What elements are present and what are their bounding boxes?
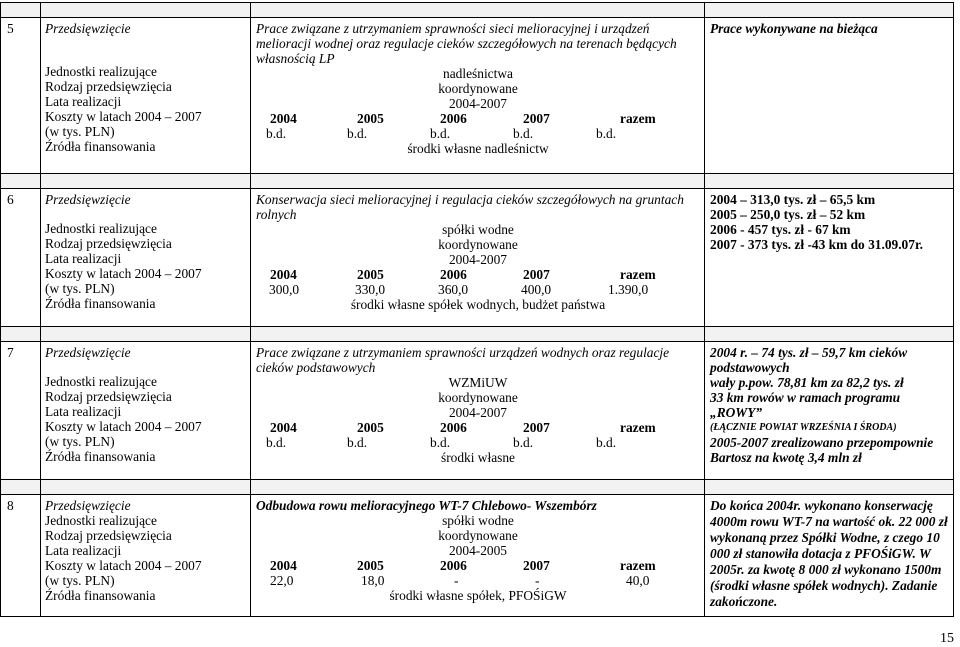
cost-values: b.d. b.d. b.d. b.d. b.d. [266,435,617,450]
project-lata: 2004-2005 [448,543,508,558]
label-rodzaj: Rodzaj przedsięwzięcia [45,389,172,404]
project-number: 5 [1,18,41,174]
separator-row [1,480,954,495]
label-przedsiewziecie: Przedsięwzięcie [45,345,131,360]
details-cell [251,495,705,617]
details-cell [251,189,705,327]
label-przedsiewziecie: Przedsięwzięcie [45,192,131,207]
label-lata: Lata realizacji [45,543,122,558]
project-number: 6 [1,189,41,327]
label-zrodla: Źródła finansowania [45,449,156,464]
project-rodzaj: koordynowane [438,81,518,96]
project-zrodla: środki własne spółek, PFOŚiGW [389,588,567,603]
projects-table [0,2,954,617]
project-title: Konserwacja sieci melioracyjnej i regulacja cieków szczegółowych na gruntach rolnych [256,192,684,222]
details-cell [251,18,705,174]
project-title: Prace związane z utrzymaniem sprawności urządzeń wodnych oraz regulacje cieków podstawowych [256,345,670,375]
label-tys: (w tys. PLN) [45,434,115,449]
project-jednostki: spółki wodne [442,222,514,237]
label-jednostki: Jednostki realizujące [45,221,157,236]
cost-values: 22,0 18,0 - - 40,0 [270,573,650,588]
project-title: Prace związane z utrzymaniem sprawności sieci melioracyjnej i urządzeń melioracji wodnej oraz regulacje cieków szczegółowych na terenach będących własnością LP [256,21,677,66]
label-koszty: Koszty w latach 2004 – 2007 [45,558,202,573]
cost-years: 2004 2005 2006 2007 razem [270,267,656,282]
page-number: 15 [940,631,954,646]
cost-values: b.d. b.d. b.d. b.d. b.d. [266,126,617,141]
project-zrodla: środki własne [440,450,515,465]
project-number: 7 [1,342,41,480]
labels-cell [41,18,251,174]
labels-cell [41,342,251,480]
label-koszty: Koszty w latach 2004 – 2007 [45,109,202,124]
project-note: 2004 – 313,0 tys. zł – 65,5 km 2005 – 250,0 tys. zł – 52 km 2006 - 457 tys. zł - 67 km 2007 - 373 tys. zł -43 km do 31.09.07r. [705,189,954,327]
project-rodzaj: koordynowane [438,390,518,405]
label-zrodla: Źródła finansowania [45,296,156,311]
details-cell [251,342,705,480]
project-lata: 2004-2007 [448,252,508,267]
project-row [1,18,954,174]
label-jednostki: Jednostki realizujące [45,513,157,528]
project-number: 8 [1,495,41,617]
label-jednostki: Jednostki realizujące [45,374,157,389]
project-note: 2004 r. – 74 tys. zł – 59,7 km cieków podstawowych wały p.pow. 78,81 km za 82,2 tys. zł 33 km rowów w ramach programu „ROWY” (ŁĄCZNIE POWIAT WRZEŚNIA I ŚRODA) 2005-2007 zrealizowano przepompownie Bartosz na kwotę 3,4 mln zł [705,342,954,480]
project-zrodla: środki własne spółek wodnych, budżet państwa [350,297,606,312]
label-zrodla: Źródła finansowania [45,588,156,603]
separator-row [1,327,954,342]
label-rodzaj: Rodzaj przedsięwzięcia [45,528,172,543]
cost-values: 300,0 330,0 360,0 400,0 1.390,0 [269,282,649,297]
separator-row [1,3,954,18]
label-tys: (w tys. PLN) [45,573,115,588]
label-przedsiewziecie: Przedsięwzięcie [45,21,131,36]
label-tys: (w tys. PLN) [45,124,115,139]
labels-cell [41,495,251,617]
project-lata: 2004-2007 [448,405,508,420]
label-zrodla: Źródła finansowania [45,139,156,154]
project-jednostki: WZMiUW [448,375,508,390]
project-row [1,189,954,327]
cost-years: 2004 2005 2006 2007 razem [270,558,656,573]
project-jednostki: nadleśnictwa [443,66,513,81]
label-tys: (w tys. PLN) [45,281,115,296]
project-row [1,342,954,480]
labels-cell [41,189,251,327]
project-zrodla: środki własne nadleśnictw [407,141,549,156]
project-note: Prace wykonywane na bieżąca [705,18,954,174]
project-lata: 2004-2007 [448,96,508,111]
project-rodzaj: koordynowane [438,237,518,252]
project-rodzaj: koordynowane [438,528,518,543]
cost-years: 2004 2005 2006 2007 razem [270,111,656,126]
label-koszty: Koszty w latach 2004 – 2007 [45,266,202,281]
cost-years: 2004 2005 2006 2007 razem [270,420,656,435]
project-title: Odbudowa rowu melioracyjnego WT-7 Chlebowo- Wszembórz [256,498,597,513]
label-lata: Lata realizacji [45,404,122,419]
label-jednostki: Jednostki realizujące [45,64,157,79]
label-koszty: Koszty w latach 2004 – 2007 [45,419,202,434]
label-rodzaj: Rodzaj przedsięwzięcia [45,79,172,94]
project-row [1,495,954,617]
project-jednostki: spółki wodne [442,513,514,528]
label-lata: Lata realizacji [45,94,122,109]
label-rodzaj: Rodzaj przedsięwzięcia [45,236,172,251]
label-przedsiewziecie: Przedsięwzięcie [45,498,131,513]
project-note: Do końca 2004r. wykonano konserwację 4000m rowu WT-7 na wartość ok. 22 000 zł wykonaną przez Spółki Wodne, z czego 10 000 zł stanowiła dotacja z PFOŚiGW. W 2005r. za kwotę 8 000 zł wykonano 1500m (środki własne spółek wodnych). Zadanie zakończone. [705,495,954,617]
separator-row [1,174,954,189]
label-lata: Lata realizacji [45,251,122,266]
